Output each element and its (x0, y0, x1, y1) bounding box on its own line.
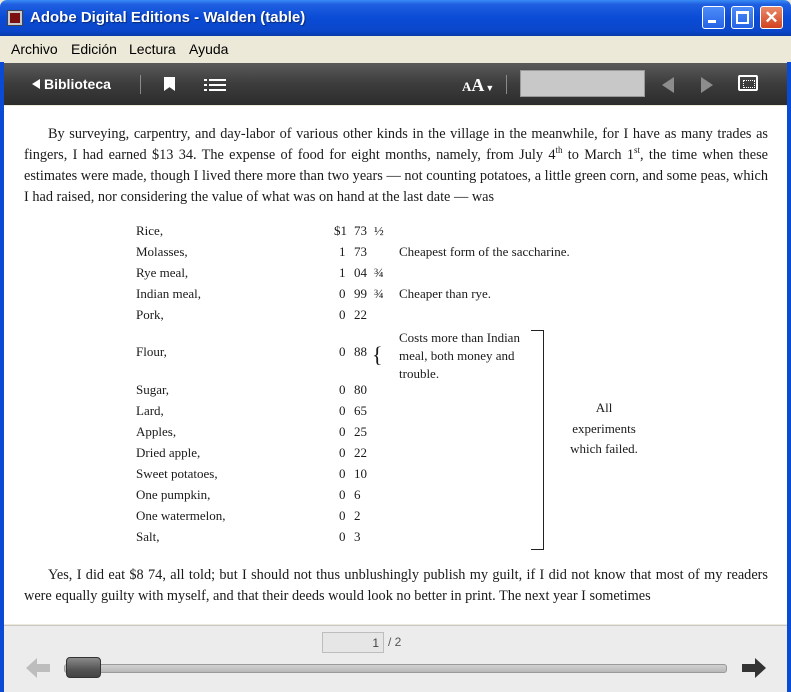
table-cents: 65 (354, 403, 367, 418)
table-item: Dried apple, (136, 445, 201, 460)
bracket (531, 330, 544, 550)
menu-lectura[interactable]: Lectura (129, 41, 176, 57)
library-button[interactable] (32, 76, 111, 92)
table-cents: 73 (354, 223, 367, 238)
table-cents: 22 (354, 445, 367, 460)
table-item: Rice, (136, 223, 164, 238)
table-cents: 3 (354, 529, 361, 544)
menu-edicion[interactable]: Edición (71, 41, 117, 57)
table-dollars: 0 (339, 487, 346, 502)
table-dollars: 0 (339, 307, 346, 322)
table-cents: 10 (354, 466, 367, 481)
table-item: Apples, (136, 424, 177, 439)
font-size-icon[interactable]: AA▼ (462, 75, 495, 95)
table-of-contents-icon[interactable] (204, 79, 226, 93)
progress-slider[interactable] (64, 664, 727, 673)
brace: { (372, 342, 383, 367)
table-dollars: $1 (334, 223, 347, 238)
table-cents: 04 (354, 265, 367, 280)
table-dollars: 0 (339, 424, 346, 439)
table-note: Cheaper than rye. (399, 286, 492, 301)
maximize-icon (736, 11, 749, 24)
back-triangle-icon (32, 79, 40, 89)
table-dollars: 0 (339, 344, 346, 359)
title-bar (0, 0, 791, 36)
table-dollars: 0 (339, 403, 346, 418)
reader-toolbar (4, 63, 787, 105)
side-note: All experiments which failed. (570, 400, 638, 456)
table-item: Pork, (136, 307, 164, 322)
table-item: Sweet potatoes, (136, 466, 218, 481)
table-fraction: ¾ (374, 286, 384, 301)
next-page-icon[interactable] (701, 77, 713, 93)
table-item: Salt, (136, 529, 160, 544)
table-item: One pumpkin, (136, 487, 211, 502)
menu-bar (0, 36, 791, 62)
table-cents: 88 (354, 344, 367, 359)
table-cents: 73 (354, 244, 367, 259)
table-cents: 80 (354, 382, 367, 397)
menu-ayuda[interactable]: Ayuda (189, 41, 229, 57)
maximize-button[interactable] (731, 6, 754, 29)
close-button[interactable] (760, 6, 783, 29)
table-dollars: 0 (339, 286, 346, 301)
table-item: Indian meal, (136, 286, 201, 301)
table-cents: 2 (354, 508, 361, 523)
bookmark-icon[interactable] (164, 77, 175, 91)
close-icon: ✕ (764, 8, 779, 27)
table-item: Rye meal, (136, 265, 189, 280)
forward-arrow-icon[interactable] (742, 658, 766, 678)
toolbar-divider (140, 75, 141, 94)
table-cents: 99 (354, 286, 367, 301)
slider-thumb[interactable] (66, 657, 101, 678)
table-dollars: 0 (339, 445, 346, 460)
fullscreen-icon[interactable] (738, 75, 758, 91)
table-dollars: 0 (339, 466, 346, 481)
table-note: Cheapest form of the saccharine. (399, 244, 570, 259)
minimize-button[interactable] (702, 6, 725, 29)
table-item: Flour, (136, 344, 167, 359)
toolbar-divider (506, 75, 507, 94)
table-dollars: 0 (339, 508, 346, 523)
menu-archivo[interactable]: Archivo (11, 41, 58, 57)
window-frame-right (787, 36, 791, 692)
page-total: / 2 (388, 635, 402, 649)
table-item: Lard, (136, 403, 164, 418)
table-dollars: 0 (339, 529, 346, 544)
back-arrow-icon[interactable] (26, 658, 50, 678)
paragraph: By surveying, carpentry, and day-labor of various other kinds in the village in the meanwhile, for I have as many trades as fingers, I had earned $13 34. The expense of food for eight months, namely, from July 4th to March 1st, the time when these estimates were made, though I lived there more than two years — not counting potatoes, a little green corn, and some peas, which I had raised, nor considering the value of what was on hand at the last date — was (24, 126, 769, 205)
table-cents: 25 (354, 424, 367, 439)
table-cents: 6 (354, 487, 361, 502)
paragraph: Yes, I did eat $8 74, all told; but I should not thus unblushingly publish my guilt, if I did not know that most of my readers were equally guilty with myself, and that their deeds would look no better in print. The next year I sometimes (24, 567, 768, 604)
app-icon (7, 10, 23, 26)
library-label: Biblioteca (44, 76, 111, 92)
page-number-input[interactable]: 1 (322, 632, 384, 653)
table-dollars: 0 (339, 382, 346, 397)
table-item: Molasses, (136, 244, 188, 259)
window-title: Adobe Digital Editions - Walden (table) (30, 9, 306, 26)
previous-page-icon[interactable] (662, 77, 674, 93)
table-dollars: 1 (339, 244, 346, 259)
table-note: Costs more than Indian meal, both money and trouble. (399, 330, 520, 381)
table-fraction: ½ (374, 223, 384, 238)
search-input[interactable] (520, 70, 645, 97)
table-fraction: ¾ (374, 265, 384, 280)
table-item: Sugar, (136, 382, 170, 397)
minimize-icon (708, 20, 716, 23)
table-dollars: 1 (339, 265, 346, 280)
book-page (4, 106, 787, 624)
table-cents: 22 (354, 307, 367, 322)
table-item: One watermelon, (136, 508, 226, 523)
navigation-bar (4, 625, 787, 692)
